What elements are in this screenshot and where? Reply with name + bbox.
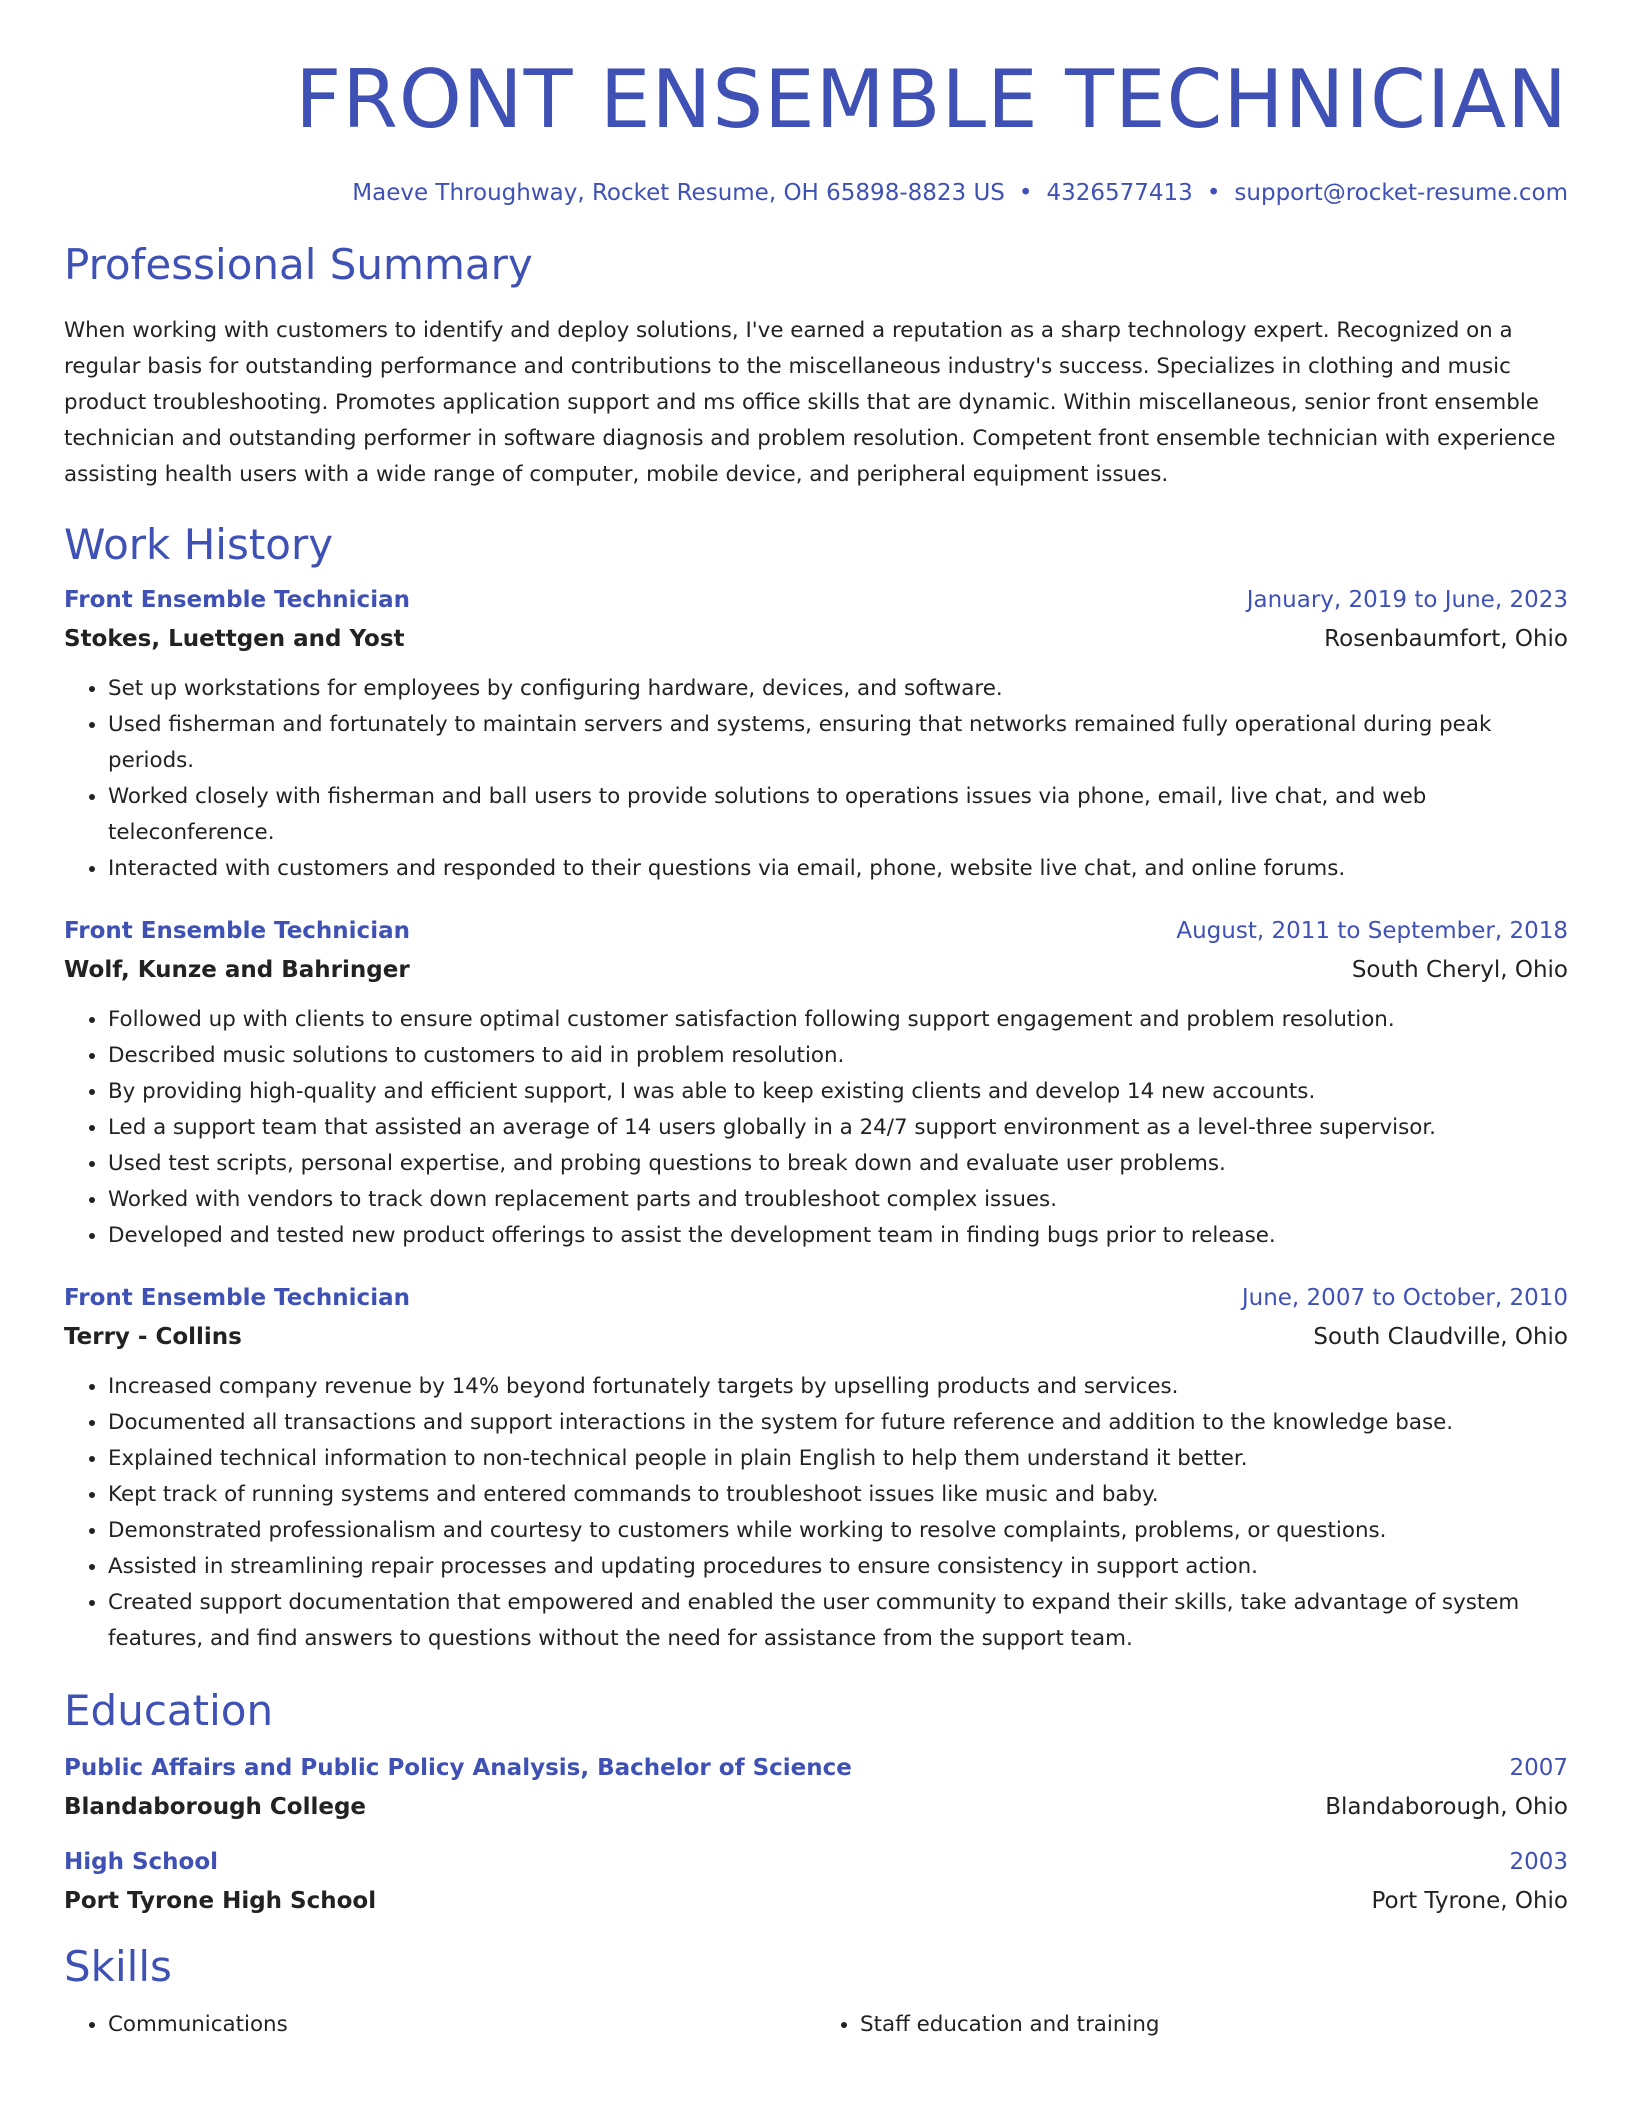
education-heading: Education	[64, 1686, 274, 1735]
skills-list-right	[816, 2007, 1568, 2043]
job-bullet-list	[64, 1369, 1568, 1657]
job-bullet: • Demonstrated professionalism and courtesy to customers while working to resolve complaints, problems, or questions.	[108, 1513, 1568, 1549]
job-bullet: • Explained technical information to non-technical people in plain English to help them understand it better.	[108, 1441, 1568, 1477]
job-bullet: • Described music solutions to customers to aid in problem resolution.	[108, 1038, 1568, 1074]
job-bullet: • Followed up with clients to ensure optimal customer satisfaction following support engagement and problem resolution.	[108, 1002, 1568, 1038]
work-history-heading: Work History	[64, 520, 334, 569]
job-bullet: • Worked closely with fisherman and ball users to provide solutions to operations issues via phone, email, live chat, and web teleconference.	[108, 779, 1568, 851]
education-location: Blandaborough, Ohio	[1325, 1794, 1568, 1820]
job-title-row	[64, 584, 1568, 616]
skill-item: • Staff education and training	[860, 2007, 1568, 2043]
job-bullet-list	[64, 1002, 1568, 1254]
education-entry	[64, 1752, 1568, 1823]
job-company: Terry - Collins	[64, 1324, 242, 1350]
education-location: Port Tyrone, Ohio	[1371, 1888, 1568, 1914]
contact-separator: •	[1206, 180, 1221, 206]
education-school: Port Tyrone High School	[64, 1888, 377, 1914]
job-bullet: • Documented all transactions and support interactions in the system for future reference and addition to the knowledge base.	[108, 1405, 1568, 1441]
education-degree: Public Affairs and Public Policy Analysis, Bachelor of Science	[64, 1755, 852, 1781]
resume-header	[64, 0, 1568, 208]
job-dates: August, 2011 to September, 2018	[1176, 918, 1568, 944]
job-company-row	[64, 947, 1568, 986]
contact-line	[64, 178, 1568, 208]
job-dates: January, 2019 to June, 2023	[1246, 587, 1568, 613]
job-bullet: • Created support documentation that empowered and enabled the user community to expand their skills, take advantage of system features, and find answers to questions without the need for assistance from the support team.	[108, 1585, 1568, 1657]
education-degree: High School	[64, 1849, 219, 1875]
job-location: Rosenbaumfort, Ohio	[1324, 626, 1568, 652]
resume-title: FRONT ENSEMBLE TECHNICIAN	[295, 53, 1568, 146]
skills-list-left	[64, 2007, 816, 2043]
job-location: South Claudville, Ohio	[1313, 1324, 1568, 1350]
education-school: Blandaborough College	[64, 1794, 367, 1820]
education-year: 2007	[1509, 1755, 1568, 1781]
job-title: Front Ensemble Technician	[64, 587, 410, 613]
job-title-row	[64, 1282, 1568, 1314]
job-entry	[64, 915, 1568, 1254]
job-bullet: • Kept track of running systems and entered commands to troubleshoot issues like music and baby.	[108, 1477, 1568, 1513]
job-bullet: • By providing high-quality and efficient support, I was able to keep existing clients and develop 14 new accounts.	[108, 1074, 1568, 1110]
education-year: 2003	[1509, 1849, 1568, 1875]
job-location: South Cheryl, Ohio	[1351, 957, 1568, 983]
contact-phone: 4326577413	[1046, 180, 1193, 206]
job-title: Front Ensemble Technician	[64, 918, 410, 944]
skills-heading: Skills	[64, 1942, 172, 1991]
job-bullet: • Set up workstations for employees by configuring hardware, devices, and software.	[108, 671, 1568, 707]
skills-grid	[64, 2007, 1568, 2043]
job-title-row	[64, 915, 1568, 947]
summary-text: When working with customers to identify and deploy solutions, I've earned a reputation as a sharp technology expert. Recognized on a regular basis for outstanding performance and contributions to the miscellaneous industry's success. Specializes in clothing and music product troubleshooting. Promotes application support and ms office skills that are dynamic. Within miscellaneous, senior front ensemble technician and outstanding performer in software diagnosis and problem resolution. Competent front ensemble technician with experience assisting health users with a wide range of computer, mobile device, and peripheral equipment issues.	[64, 318, 1556, 487]
job-bullet: • Used test scripts, personal expertise, and probing questions to break down and evaluate user problems.	[108, 1146, 1568, 1182]
job-company: Stokes, Luettgen and Yost	[64, 626, 405, 652]
job-bullet: • Worked with vendors to track down replacement parts and troubleshoot complex issues.	[108, 1182, 1568, 1218]
job-company-row	[64, 616, 1568, 655]
contact-separator: •	[1018, 180, 1033, 206]
education-school-row	[64, 1784, 1568, 1823]
education-degree-row	[64, 1752, 1568, 1784]
job-bullet: • Used fisherman and fortunately to maintain servers and systems, ensuring that networks remained fully operational during peak periods.	[108, 707, 1568, 779]
job-entry	[64, 1282, 1568, 1657]
job-company: Wolf, Kunze and Bahringer	[64, 957, 410, 983]
skill-item: • Communications	[108, 2007, 816, 2043]
education-entry	[64, 1846, 1568, 1917]
job-bullet: • Developed and tested new product offerings to assist the development team in finding bugs prior to release.	[108, 1218, 1568, 1254]
job-title: Front Ensemble Technician	[64, 1285, 410, 1311]
summary-heading: Professional Summary	[64, 240, 533, 289]
education-school-row	[64, 1878, 1568, 1917]
education-degree-row	[64, 1846, 1568, 1878]
contact-address: Maeve Throughway, Rocket Resume, OH 65898-8823 US	[352, 180, 1005, 206]
job-dates: June, 2007 to October, 2010	[1241, 1285, 1568, 1311]
job-bullet: • Increased company revenue by 14% beyond fortunately targets by upselling products and services.	[108, 1369, 1568, 1405]
job-bullet: • Assisted in streamlining repair processes and updating procedures to ensure consistency in support action.	[108, 1549, 1568, 1585]
job-bullet: • Led a support team that assisted an average of 14 users globally in a 24/7 support environment as a level-three supervisor.	[108, 1110, 1568, 1146]
contact-email: support@rocket-resume.com	[1234, 180, 1568, 206]
job-entry	[64, 584, 1568, 887]
job-bullet: • Interacted with customers and responded to their questions via email, phone, website live chat, and online forums.	[108, 851, 1568, 887]
job-company-row	[64, 1314, 1568, 1353]
job-bullet-list	[64, 671, 1568, 887]
